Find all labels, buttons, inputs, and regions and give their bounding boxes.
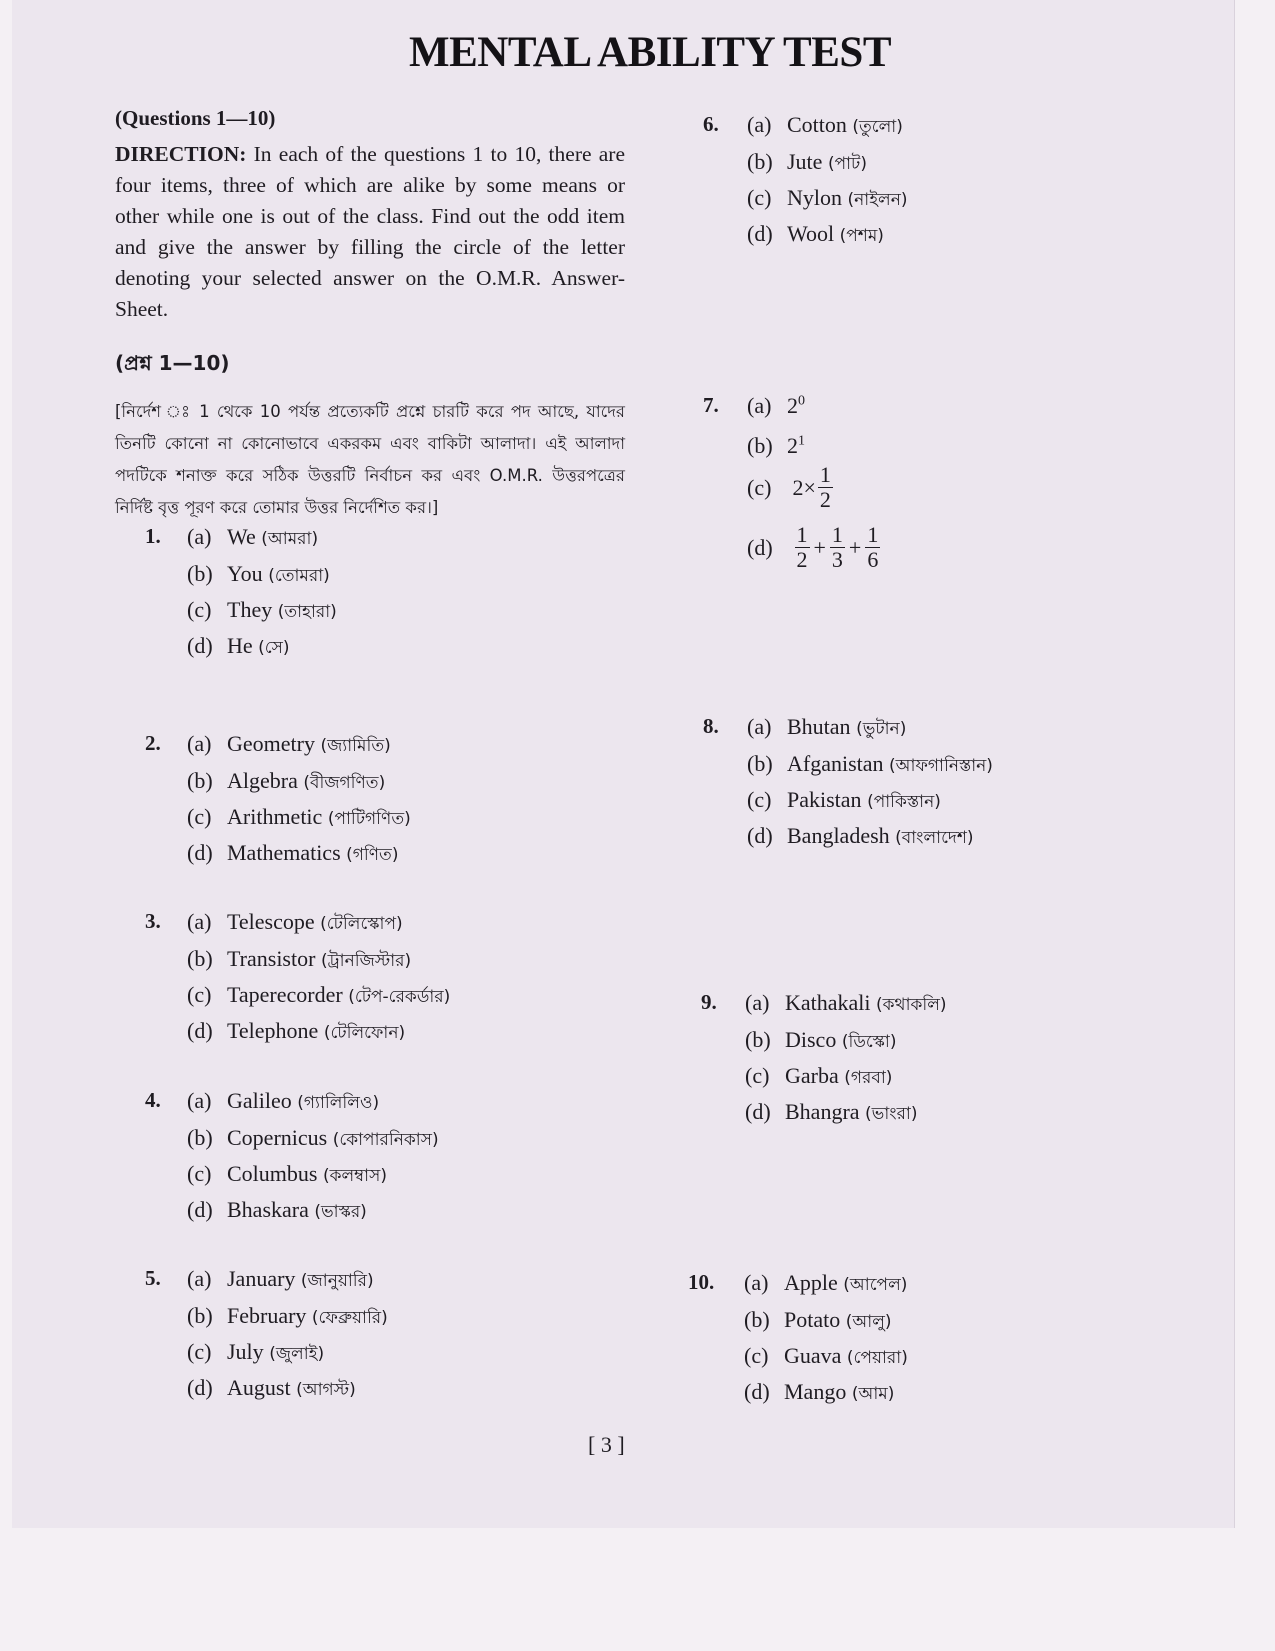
question-number: 4.: [145, 1088, 161, 1112]
fraction: [795, 523, 810, 572]
option-text: Telescope: [227, 909, 321, 934]
option-b[interactable]: [747, 433, 805, 459]
option-text: Afganistan: [787, 751, 890, 776]
option-b[interactable]: [187, 768, 385, 798]
option-bengali: (আমরা): [261, 529, 319, 549]
math-expression: [793, 463, 835, 512]
direction-label: DIRECTION:: [115, 142, 247, 166]
page-title: MENTAL ABILITY TEST: [409, 29, 891, 76]
option-text: They: [227, 597, 278, 622]
option-bengali: (ভুটান): [856, 719, 907, 739]
direction-text: In each of the questions 1 to 10, there are four items, three of which are alike by some means or other while one is out of the class. Find out the odd item and give the answer by filling the circle of the letter denoting your selected answer on the O.M.R. Answer-Sheet.: [115, 142, 625, 321]
option-letter: (a): [187, 1266, 212, 1291]
direction-paragraph: [115, 139, 625, 325]
option-d[interactable]: [744, 1379, 894, 1409]
option-bengali: (টেপ-রেকর্ডার): [348, 987, 451, 1007]
option-letter: (a): [745, 990, 770, 1015]
option-text: Copernicus: [227, 1125, 333, 1150]
fraction-denominator: 6: [867, 547, 879, 572]
option-d[interactable]: [187, 1018, 405, 1048]
option-letter: (a): [747, 393, 772, 418]
option-b[interactable]: [747, 751, 993, 781]
fraction-numerator: 1: [831, 522, 843, 547]
option-bengali: (আম): [851, 1384, 895, 1404]
instructions-column: [115, 100, 625, 524]
option-c[interactable]: [187, 982, 450, 1012]
option-text: Potato: [784, 1307, 846, 1332]
option-letter: (b): [745, 1027, 771, 1052]
option-a[interactable]: [747, 714, 906, 744]
option-letter: (c): [745, 1063, 770, 1088]
option-a[interactable]: [187, 731, 391, 761]
option-bengali: (তাহারা): [277, 602, 337, 622]
option-d[interactable]: [745, 1099, 918, 1129]
option-letter: (b): [747, 433, 773, 458]
option-a[interactable]: [187, 524, 318, 554]
question-number: 6.: [703, 112, 719, 136]
option-letter: (d): [187, 633, 213, 658]
option-c[interactable]: [744, 1343, 908, 1373]
option-text: Kathakali: [785, 990, 877, 1015]
option-bengali: (আগস্ট): [296, 1380, 356, 1400]
option-letter: (d): [187, 1375, 213, 1400]
option-bengali: (কোপারনিকাস): [332, 1130, 439, 1150]
option-letter: (c): [187, 804, 212, 829]
option-letter: (d): [744, 1379, 770, 1404]
question-number: 3.: [145, 909, 161, 933]
option-letter: (d): [187, 1018, 213, 1043]
option-letter: (b): [747, 149, 773, 174]
option-text: Nylon: [787, 185, 848, 210]
option-bengali: (টেলিফোন): [323, 1023, 406, 1043]
option-c[interactable]: [187, 1339, 324, 1369]
option-letter: (d): [187, 1197, 213, 1222]
option-text: Garba: [785, 1063, 845, 1088]
option-text: Mathematics: [227, 840, 347, 865]
option-text: July: [227, 1339, 270, 1364]
question-number: 10.: [688, 1270, 715, 1294]
option-letter: (a): [747, 112, 772, 137]
option-text: You: [227, 561, 269, 586]
option-a[interactable]: [747, 393, 805, 419]
option-c[interactable]: [745, 1063, 892, 1093]
option-d[interactable]: [747, 523, 882, 572]
option-text: Bhangra: [785, 1099, 866, 1124]
option-bengali: (পাটিগণিত): [327, 809, 411, 829]
option-text: Bhutan: [787, 714, 857, 739]
option-text: Guava: [784, 1343, 847, 1368]
option-bengali: (নাইলন): [847, 190, 908, 210]
option-letter: (d): [747, 823, 773, 848]
question-number: 5.: [145, 1266, 161, 1290]
option-text: Disco: [785, 1027, 842, 1052]
option-bengali: (আফগানিস্তান): [889, 756, 993, 776]
option-c[interactable]: [747, 787, 941, 817]
option-text: February: [227, 1303, 312, 1328]
option-text: January: [227, 1266, 301, 1291]
option-letter: (b): [187, 768, 213, 793]
option-text: We: [227, 524, 262, 549]
option-bengali: (জানুয়ারি): [300, 1271, 374, 1291]
option-bengali: (আপেল): [843, 1275, 908, 1295]
option-bengali: (কথাকলি): [876, 995, 947, 1015]
option-a[interactable]: [745, 990, 947, 1020]
option-letter: (c): [747, 787, 772, 812]
option-letter: (b): [747, 751, 773, 776]
option-c[interactable]: [747, 185, 908, 215]
option-text: Taperecorder: [227, 982, 349, 1007]
section-heading: (Questions 1—10): [115, 106, 276, 130]
option-text: Wool: [787, 221, 840, 246]
option-letter: (a): [187, 524, 212, 549]
option-letter: (d): [187, 840, 213, 865]
option-bengali: (কলম্বাস): [322, 1166, 387, 1186]
option-text: Bhaskara: [227, 1197, 315, 1222]
option-bengali: (পেয়ারা): [846, 1348, 908, 1368]
option-bengali: (তুলো): [852, 117, 903, 137]
option-b[interactable]: [187, 946, 411, 976]
option-letter: (c): [187, 1161, 212, 1186]
math-prefix: 2×: [792, 474, 816, 500]
option-bengali: (জুলাই): [269, 1344, 325, 1364]
option-text: Cotton: [787, 112, 853, 137]
option-d[interactable]: [187, 633, 290, 663]
option-bengali: (বাংলাদেশ): [895, 828, 974, 848]
question-number: 9.: [701, 990, 717, 1014]
option-bengali: (ডিস্কো): [841, 1032, 897, 1052]
option-bengali: (গরবা): [844, 1068, 893, 1088]
option-letter: (b): [187, 946, 213, 971]
fraction-denominator: 2: [796, 547, 808, 572]
option-a[interactable]: [187, 1088, 379, 1118]
option-text: Transistor: [227, 946, 321, 971]
option-a[interactable]: [744, 1270, 907, 1300]
power-exponent: 1: [798, 433, 805, 449]
plus-sign: +: [848, 534, 862, 560]
option-text: Columbus: [227, 1161, 323, 1186]
option-d[interactable]: [747, 221, 884, 251]
option-letter: (a): [744, 1270, 769, 1295]
option-letter: (c): [747, 474, 772, 500]
question-number: 8.: [703, 714, 719, 738]
fraction-denominator: 2: [819, 487, 831, 512]
fraction-numerator: 1: [867, 522, 879, 547]
option-bengali: (ট্রানজিস্টার): [320, 951, 412, 971]
option-letter: (c): [187, 597, 212, 622]
option-b[interactable]: [187, 1125, 439, 1155]
option-letter: (d): [747, 221, 773, 246]
bengali-direction-paragraph: [নির্দেশ ঃ 1 থেকে 10 পর্যন্ত প্রত্যেকটি প্রশ্নে চারটি করে পদ আছে, যাদের তিনটি কোনো না কোনোভাবে একরকম এবং বাকিটা আলাদা। এই আলাদা পদটিকে শনাক্ত করে সঠিক উত্তরটি নির্বাচন কর এবং O.M.R. উত্তরপত্রের নির্দিষ্ট বৃত্ত পূরণ করে তোমার উত্তর নির্দেশিত কর।]: [115, 402, 625, 517]
option-bengali: (জ্যামিতি): [320, 736, 391, 756]
option-letter: (b): [187, 1303, 213, 1328]
fraction: [865, 523, 880, 572]
fraction-numerator: 1: [819, 462, 831, 487]
option-text: Telephone: [227, 1018, 324, 1043]
option-text: Algebra: [227, 768, 304, 793]
option-b[interactable]: [747, 149, 867, 179]
option-text: Pakistan: [787, 787, 868, 812]
option-bengali: (আলু): [845, 1312, 892, 1332]
option-text: Bangladesh: [787, 823, 896, 848]
option-text: Geometry: [227, 731, 321, 756]
fraction-denominator: 3: [831, 547, 843, 572]
option-a[interactable]: [187, 1266, 374, 1296]
option-letter: (c): [744, 1343, 769, 1368]
option-a[interactable]: [187, 909, 403, 939]
question-number: 7.: [703, 393, 719, 417]
option-c[interactable]: [187, 1161, 387, 1191]
option-text: Galileo: [227, 1088, 298, 1113]
option-letter: (c): [187, 1339, 212, 1364]
option-b[interactable]: [745, 1027, 896, 1057]
option-text: Mango: [784, 1379, 852, 1404]
option-letter: (a): [187, 731, 212, 756]
option-c[interactable]: [747, 463, 835, 512]
option-d[interactable]: [187, 1375, 356, 1405]
option-letter: (d): [747, 534, 773, 560]
option-bengali: (টেলিস্কোপ): [320, 914, 403, 934]
question-number: 2.: [145, 731, 161, 755]
option-letter: (a): [187, 909, 212, 934]
power-base: 2: [787, 393, 798, 418]
option-text: Jute: [787, 149, 828, 174]
option-bengali: (ফেব্রুয়ারি): [311, 1308, 388, 1328]
option-letter: (d): [745, 1099, 771, 1124]
option-bengali: (পশম): [839, 226, 884, 246]
option-bengali: (ভাস্কর): [314, 1202, 367, 1222]
option-bengali: (গণিত): [346, 845, 399, 865]
option-text: August: [227, 1375, 297, 1400]
option-bengali: (পাট): [827, 154, 867, 174]
option-c[interactable]: [187, 804, 411, 834]
option-text: Arithmetic: [227, 804, 328, 829]
option-letter: (b): [187, 1125, 213, 1150]
option-b[interactable]: [744, 1307, 892, 1337]
power-exponent: 0: [798, 393, 805, 409]
option-bengali: (বীজগণিত): [303, 773, 386, 793]
fraction: [818, 463, 833, 512]
option-letter: (a): [747, 714, 772, 739]
option-letter: (c): [747, 185, 772, 210]
fraction: [830, 523, 845, 572]
option-bengali: (পাকিস্তান): [867, 792, 941, 812]
option-a[interactable]: [747, 112, 903, 142]
option-b[interactable]: [187, 561, 330, 591]
option-b[interactable]: [187, 1303, 388, 1333]
option-letter: (a): [187, 1088, 212, 1113]
page-number: [ 3 ]: [588, 1432, 625, 1457]
bengali-section-heading: (প্রশ্ন 1—10): [115, 351, 230, 375]
option-d[interactable]: [187, 1197, 367, 1227]
math-expression: [793, 523, 883, 572]
option-d[interactable]: [747, 823, 974, 853]
option-d[interactable]: [187, 840, 398, 870]
option-text: Apple: [784, 1270, 844, 1295]
option-bengali: (ভাংরা): [865, 1104, 918, 1124]
plus-sign: +: [813, 534, 826, 560]
fraction-numerator: 1: [796, 522, 808, 547]
option-bengali: (গ্যালিলিও): [297, 1093, 380, 1113]
option-text: He: [227, 633, 259, 658]
option-letter: (c): [187, 982, 212, 1007]
option-bengali: (তোমরা): [268, 566, 330, 586]
question-number: 1.: [145, 524, 161, 548]
power-base: 2: [787, 433, 798, 458]
option-letter: (b): [744, 1307, 770, 1332]
option-letter: (b): [187, 561, 213, 586]
option-bengali: (সে): [258, 638, 290, 658]
option-c[interactable]: [187, 597, 337, 627]
